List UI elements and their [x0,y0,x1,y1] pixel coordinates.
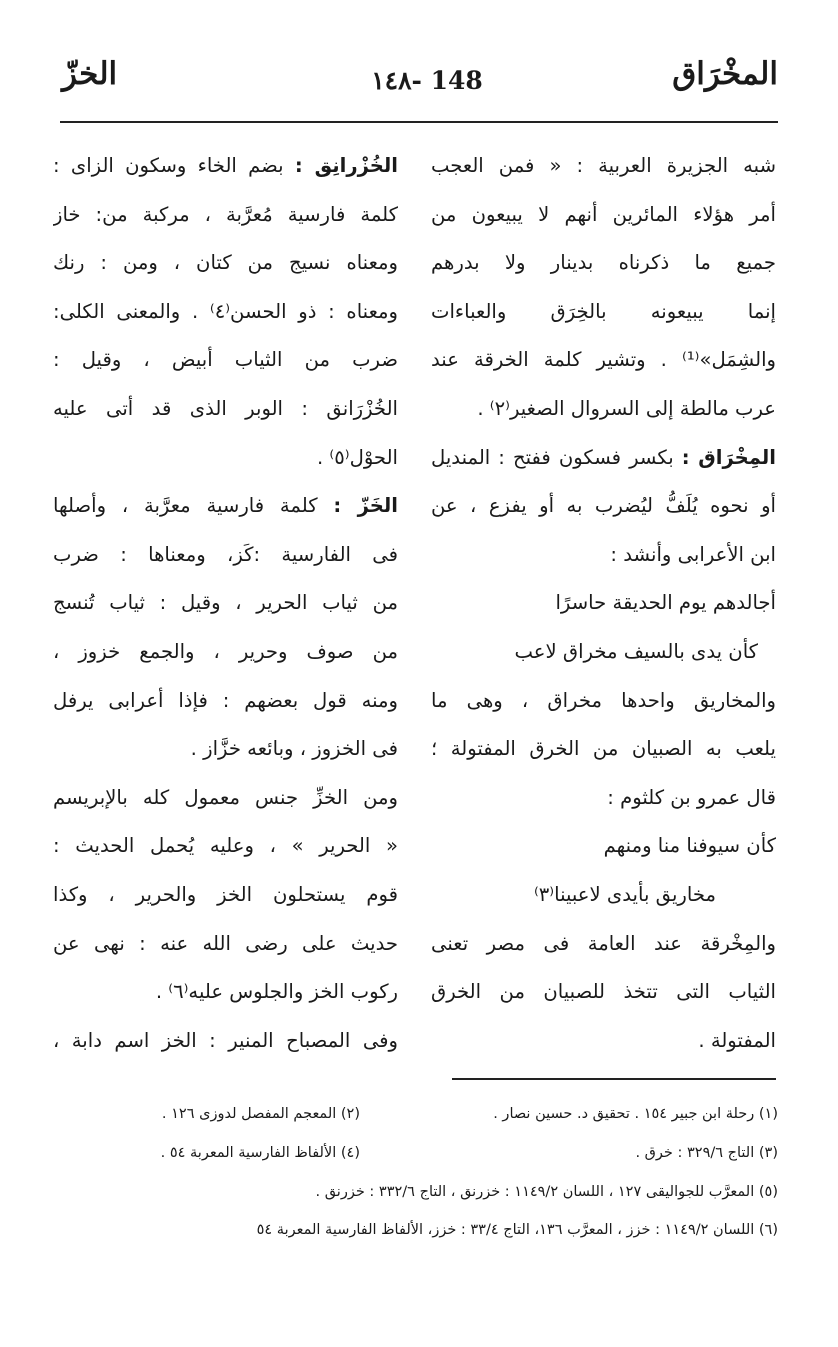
line-text: الثياب التى تتخذ للصبيان من الخرق [431,980,776,1004]
line-text: الحوْل⁽٥⁾ . [316,445,398,469]
text-line [431,871,776,920]
line-text: جميع ما ذكرناه بدينار ولا بدرهم [431,251,776,275]
text-line [431,288,776,337]
text-line [431,920,776,969]
text-line [431,822,776,871]
text-line [431,968,776,1017]
entry-term: الخُزْرانِق : [294,154,398,177]
line-text: ومن الخزِّ جنس معمول كله بالإبريسم [53,785,398,809]
line-text: من ثياب الحرير ، وقيل : ثياب تُنسج [53,591,398,615]
line-text: والشِمَل»⁽¹⁾ . وتشير كلمة الخرقة عند [431,348,776,372]
text-line [53,288,398,337]
line-text: ومعناه : ذو الحسن⁽٤⁾ . والمعنى الكلى: [53,299,398,323]
text-line [431,482,776,531]
line-text: حديث على رضى الله عنه : نهى عن [53,931,398,955]
footnote-rule [452,1078,776,1080]
entry-term: الخَزّ : [333,494,398,518]
headword-left: الخزّ [62,56,118,92]
entry-term: المِخْرَاق : [681,445,776,469]
line-text: ضرب من الثياب أبيض ، وقيل : [53,348,398,372]
text-line [53,579,398,628]
text-line [53,1017,398,1066]
line-text: أو نحوه يُلَفُّ ليُضرب به أو يفزع ، عن [431,494,776,518]
text-line [53,871,398,920]
text-line [53,385,398,434]
text-line [53,822,398,871]
line-text: مخاريق بأيدى لاعبينا⁽٣⁾ [533,882,716,906]
line-text: أجالدهم يوم الحديقة حاسرًا [555,591,776,615]
text-line [431,434,776,483]
page-number: ١٤٨- 148 [371,66,483,95]
page-header [62,56,778,108]
text-line [431,531,776,580]
line-text: عرب مالطة إلى السروال الصغير⁽٢⁾ . [477,396,776,420]
line-text: والمخاريق واحدها مخراق ، وهى ما [431,688,776,712]
left-column [53,142,398,1065]
line-text: ومعناه نسيج من كتان ، ومن : رنك [53,251,398,275]
text-line [53,774,398,823]
text-line [53,482,398,531]
line-text: فى الفارسية :كَز، ومعناها : ضرب [53,542,398,566]
right-column [431,142,776,1065]
line-text: إنما يبيعونه بالخِرَق والعباءات [431,299,776,323]
line-text: ومنه قول بعضهم : فإذا أعرابى يرفل [53,688,398,712]
line-text: ركوب الخز والجلوس عليه⁽٦⁾ . [155,980,398,1004]
text-line [431,774,776,823]
line-text: ابن الأعرابى وأنشد : [610,542,776,566]
footnote-1: (١) رحلة ابن جبير ١٥٤ . تحقيق د. حسين نصار . [493,1106,778,1122]
text-line [431,1017,776,1066]
line-text: كلمة فارسية معرَّبة ، وأصلها [53,494,334,518]
text-line [431,579,776,628]
text-line [53,142,398,191]
line-text: وفى المصباح المنير : الخز اسم دابة ، [53,1028,398,1052]
text-line [431,628,776,677]
line-text: بضم الخاء وسكون الزاى : [53,154,295,177]
line-text: كلمة فارسية مُعرَّبة ، مركبة من: خاز [53,202,398,226]
text-line [431,385,776,434]
text-line [53,531,398,580]
footnote-2: (٢) المعجم المفصل لدوزى ١٢٦ . [161,1106,360,1122]
line-text: فى الخزوز ، وبائعه خزَّاز . [190,737,398,761]
line-text: المفتولة . [698,1028,776,1052]
footnote-6: (٦) اللسان ١١٤٩/٢ : خزز ، المعرَّب ١٣٦، التاج ٣٣/٤ : خزز، الألفاظ الفارسية المعربة ٥٤ [256,1222,778,1238]
text-line [53,434,398,483]
text-line [431,191,776,240]
line-text: يلعب به الصبيان من الخرق المفتولة ؛ [431,737,776,761]
text-line [53,920,398,969]
text-line [53,968,398,1017]
line-text: قوم يستحلون الخز والحرير ، وكذا [53,882,398,906]
text-line [431,336,776,385]
line-text: قال عمرو بن كلثوم : [607,785,776,809]
text-line [53,725,398,774]
text-line [53,191,398,240]
line-text: والمِخْرقة عند العامة فى مصر تعنى [431,931,776,955]
line-text: « الحرير » ، وعليه يُحمل الحديث : [53,834,398,858]
text-line [431,142,776,191]
text-line [53,336,398,385]
line-text: كأن يدى بالسيف مخراق لاعب [514,639,758,663]
line-text: شبه الجزيرة العربية : « فمن العجب [431,154,776,177]
header-rule [60,121,778,123]
line-text: الخُزْرَانق : الوبر الذى قد أتى عليه [53,396,398,420]
text-line [53,677,398,726]
text-line [53,628,398,677]
line-text: كأن سيوفنا منا ومنهم [603,834,776,858]
text-line [431,677,776,726]
text-line [431,239,776,288]
footnote-4: (٤) الألفاظ الفارسية المعربة ٥٤ . [160,1145,360,1161]
footnote-3: (٣) التاج ٣٢٩/٦ : خرق . [635,1145,778,1161]
text-line [53,239,398,288]
footnote-5: (٥) المعرَّب للجواليقى ١٢٧ ، اللسان ١١٤٩/٢ : خزرنق ، التاج ٣٣٢/٦ : خزرنق . [315,1184,778,1200]
line-text: بكسر فسكون ففتح : المنديل [431,445,682,469]
text-line [431,725,776,774]
line-text: من صوف وحرير ، والجمع خزوز ، [53,639,398,663]
line-text: أمر هؤلاء المائرين أنهم لا يبيعون من [431,202,776,226]
headword-right: المخْرَاق [672,56,778,92]
